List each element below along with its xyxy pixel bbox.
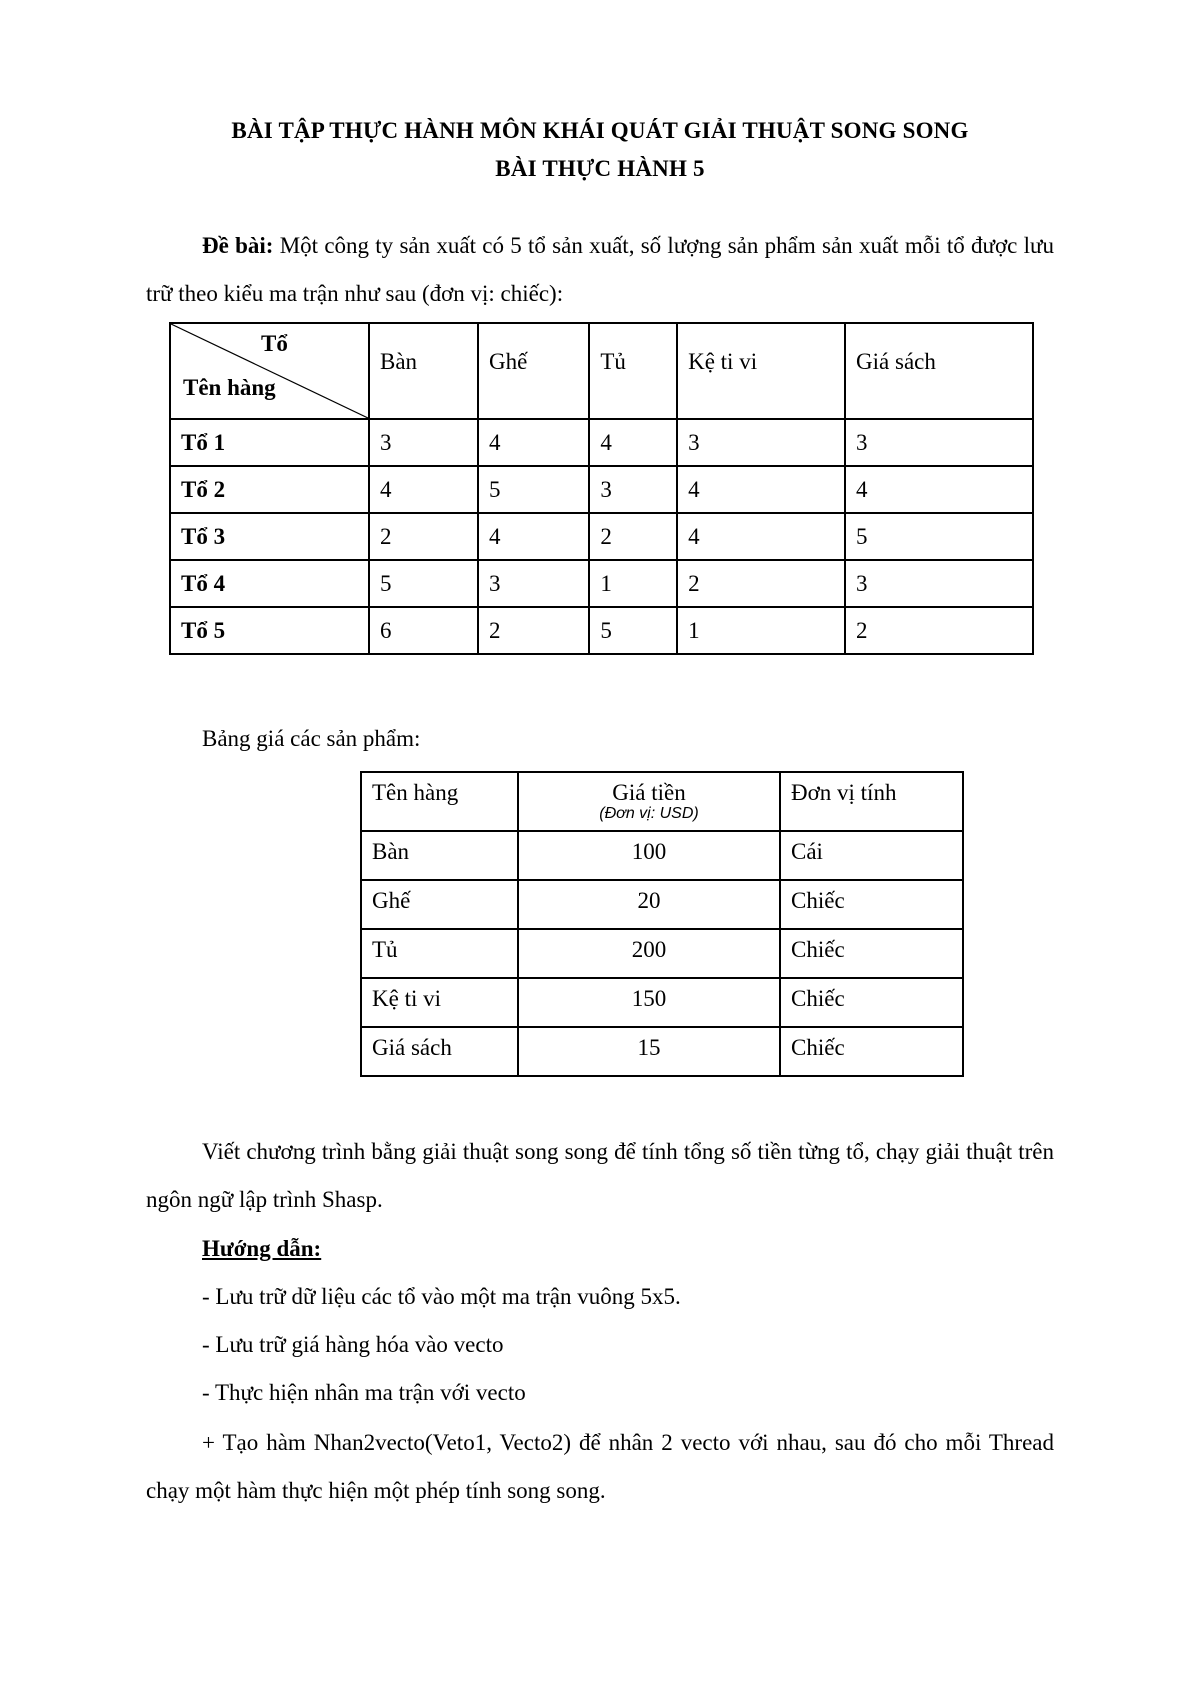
table-cell: 2 <box>677 560 845 607</box>
problem-label: Đề bài: <box>202 233 274 258</box>
document-title: BÀI TẬP THỰC HÀNH MÔN KHÁI QUÁT GIẢI THUẬT SONG SONG <box>231 118 969 143</box>
row-header: Tổ 5 <box>170 607 369 654</box>
table-row <box>170 466 1033 513</box>
product-price: 20 <box>518 880 780 929</box>
table-cell: 3 <box>845 560 1033 607</box>
problem-text: Một công ty sản xuất có 5 tổ sản xuất, số lượng sản phẩm sản xuất mỗi tổ được lưu trữ theo kiểu ma trận như sau (đơn vị: chiếc): <box>146 233 1054 306</box>
product-unit: Cái <box>780 831 963 880</box>
corner-label-ten-hang: Tên hàng <box>183 375 276 400</box>
table-cell: 3 <box>589 466 677 513</box>
column-header: Tủ <box>589 323 677 419</box>
product-name: Kệ ti vi <box>361 978 518 1027</box>
table-cell: 3 <box>677 419 845 466</box>
quantity-table-header-row <box>170 323 1033 419</box>
row-header: Tổ 3 <box>170 513 369 560</box>
product-price: 150 <box>518 978 780 1027</box>
table-cell: 4 <box>589 419 677 466</box>
table-cell: 2 <box>478 607 589 654</box>
price-table-intro: Bảng giá các sản phẩm: <box>202 726 421 751</box>
corner-label-to: Tổ <box>261 331 288 356</box>
product-unit: Chiếc <box>780 978 963 1027</box>
table-cell: 1 <box>589 560 677 607</box>
table-cell: 6 <box>369 607 478 654</box>
table-cell: 5 <box>589 607 677 654</box>
table-row <box>170 607 1033 654</box>
table-row <box>361 831 963 880</box>
row-header: Tổ 4 <box>170 560 369 607</box>
table-cell: 2 <box>369 513 478 560</box>
table-row <box>361 978 963 1027</box>
table-cell: 3 <box>845 419 1033 466</box>
quantity-table <box>169 322 1034 655</box>
quantity-table-corner-cell <box>170 323 369 419</box>
table-cell: 4 <box>845 466 1033 513</box>
row-header: Tổ 1 <box>170 419 369 466</box>
price-unit-note: (Đơn vị: USD) <box>599 805 699 822</box>
column-header-price <box>518 772 780 831</box>
document-subtitle: BÀI THỰC HÀNH 5 <box>495 156 705 181</box>
product-name: Tủ <box>361 929 518 978</box>
column-header: Ghế <box>478 323 589 419</box>
table-cell: 3 <box>369 419 478 466</box>
product-name: Ghế <box>361 880 518 929</box>
table-cell: 2 <box>589 513 677 560</box>
table-row <box>361 880 963 929</box>
product-unit: Chiếc <box>780 1027 963 1076</box>
product-name: Giá sách <box>361 1027 518 1076</box>
table-row <box>170 419 1033 466</box>
price-header-label: Giá tiền <box>612 780 686 805</box>
table-row <box>170 560 1033 607</box>
guide-item: - Lưu trữ giá hàng hóa vào vecto <box>202 1332 504 1357</box>
column-header: Kệ ti vi <box>677 323 845 419</box>
guide-item: - Lưu trữ dữ liệu các tổ vào một ma trận vuông 5x5. <box>202 1284 681 1309</box>
table-cell: 4 <box>677 513 845 560</box>
row-header: Tổ 2 <box>170 466 369 513</box>
table-cell: 2 <box>845 607 1033 654</box>
guide-extra: + Tạo hàm Nhan2vecto(Veto1, Vecto2) để nhân 2 vecto với nhau, sau đó cho mỗi Thread chạy một hàm thực hiện một phép tính song song. <box>146 1430 1054 1503</box>
product-name: Bàn <box>361 831 518 880</box>
guide-heading: Hướng dẫn: <box>202 1236 322 1261</box>
price-table-header-row <box>361 772 963 831</box>
column-header: Giá sách <box>845 323 1033 419</box>
table-cell: 1 <box>677 607 845 654</box>
column-header-unit: Đơn vị tính <box>780 772 963 831</box>
table-cell: 5 <box>369 560 478 607</box>
table-cell: 4 <box>478 513 589 560</box>
table-cell: 4 <box>677 466 845 513</box>
table-cell: 4 <box>369 466 478 513</box>
task-statement: Viết chương trình bằng giải thuật song song để tính tổng số tiền từng tổ, chạy giải thuật trên ngôn ngữ lập trình Shasp. <box>146 1139 1054 1212</box>
column-header-name: Tên hàng <box>361 772 518 831</box>
table-cell: 5 <box>478 466 589 513</box>
price-table <box>360 771 964 1077</box>
guide-item: - Thực hiện nhân ma trận với vecto <box>202 1380 526 1405</box>
table-cell: 5 <box>845 513 1033 560</box>
problem-statement <box>146 222 1054 318</box>
table-row <box>361 929 963 978</box>
table-row <box>361 1027 963 1076</box>
product-price: 100 <box>518 831 780 880</box>
table-row <box>170 513 1033 560</box>
table-cell: 4 <box>478 419 589 466</box>
column-header: Bàn <box>369 323 478 419</box>
table-cell: 3 <box>478 560 589 607</box>
product-unit: Chiếc <box>780 929 963 978</box>
product-price: 200 <box>518 929 780 978</box>
product-unit: Chiếc <box>780 880 963 929</box>
product-price: 15 <box>518 1027 780 1076</box>
